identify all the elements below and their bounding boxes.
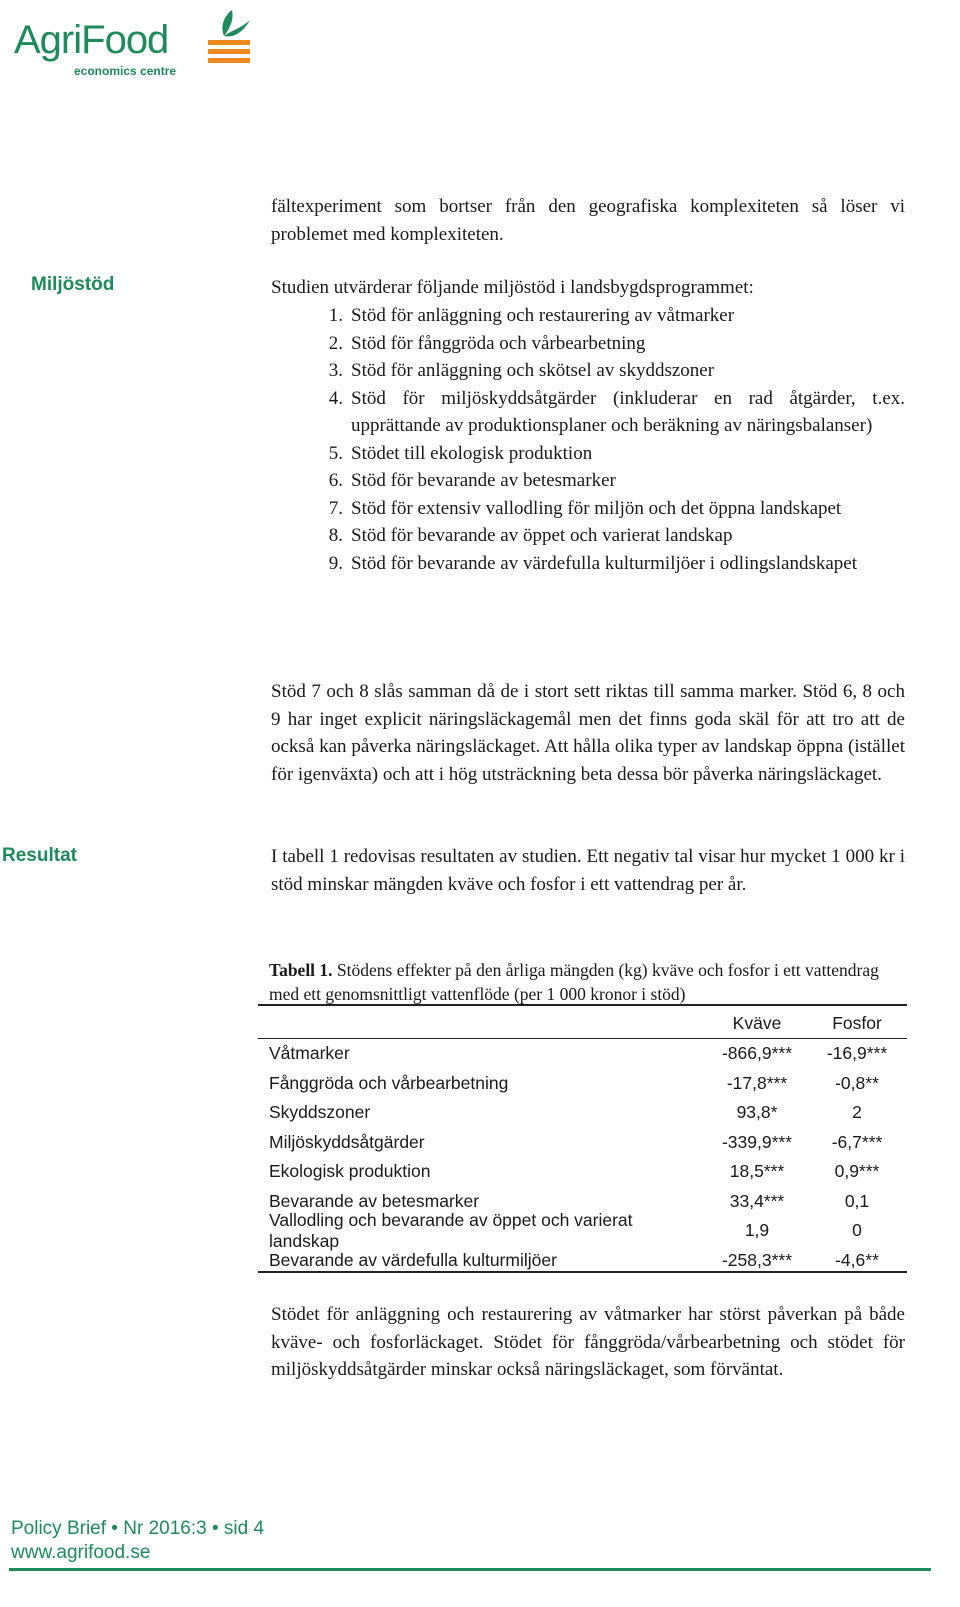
table-bottom-rule	[258, 1271, 907, 1273]
support-list-item	[271, 440, 905, 468]
support-list-item	[271, 495, 905, 523]
row-label: Miljöskyddsåtgärder	[269, 1131, 425, 1152]
kvave-value: -17,8***	[726, 1072, 788, 1093]
table-row	[258, 1209, 907, 1251]
list-item-text: Stöd för fånggröda och vårbearbetning	[351, 332, 646, 354]
list-item-number: 4.	[328, 387, 343, 409]
list-item-text: Stödet till ekologisk produktion	[351, 442, 593, 464]
list-item-number: 3.	[328, 360, 343, 381]
table-row	[258, 1128, 907, 1158]
kvave-value: 33,4***	[729, 1190, 785, 1211]
fosfor-value: -4,6**	[835, 1249, 879, 1270]
row-label: Fånggröda och vårbearbetning	[269, 1072, 509, 1093]
footer-website-link[interactable]: www.agrifood.se	[11, 1542, 151, 1563]
support-list-item	[271, 357, 905, 385]
kvave-value: -866,9***	[721, 1043, 793, 1064]
agrifood-logo	[14, 4, 244, 76]
row-label: Bevarande av betesmarker	[269, 1190, 480, 1211]
results-table	[258, 1008, 907, 1275]
intro-paragraph: fältexperiment som bortser från den geografiska komplexiteten så löser vi problemet med komplexiteten.	[271, 196, 905, 245]
footer-rule	[9, 1568, 931, 1571]
list-item-text: Stöd för bevarande av värdefulla kulturmiljöer i odlingslandskapet	[351, 552, 857, 574]
table-row	[258, 1039, 907, 1069]
fosfor-value: -0,8**	[835, 1072, 879, 1093]
support-list	[271, 302, 905, 577]
fosfor-value: -16,9***	[826, 1043, 888, 1064]
fosfor-value: 0,9***	[834, 1161, 880, 1182]
logo-subtitle: economics centre	[74, 64, 177, 78]
list-item-number: 5.	[328, 442, 343, 464]
list-item-text: Stöd för bevarande av betesmarker	[351, 470, 616, 491]
miljostod-followup: Stöd 7 och 8 slås samman då de i stort sett riktas till samma marker. Stöd 6, 8 och 9 har inget explicit näringsläckagemål men det finns goda skäl för att tro att de också kan påverka näringsläckaget. Att hålla olika typer av landskap öppna (istället för igenväxta) och att i hög utsträckning beta dessa bör påverka näringsläckaget.	[271, 681, 905, 785]
list-item-number: 6.	[328, 470, 343, 491]
conclusion-paragraph: Stödet för anläggning och restaurering av våtmarker har störst påverkan på både kväve- och fosforläckaget. Stödet för fånggröda/vårbearbetning och stödet för miljöskyddsåtgärder minskar också näringsläckaget, som förväntat.	[271, 1304, 905, 1380]
kvave-value: -258,3***	[721, 1249, 793, 1270]
miljostod-lead: Studien utvärderar följande miljöstöd i landsbygdsprogrammet:	[271, 277, 754, 298]
table-row	[258, 1069, 907, 1099]
list-item-number: 7.	[328, 497, 343, 519]
table-body	[258, 1039, 907, 1275]
fosfor-value: -6,7***	[831, 1131, 883, 1152]
resultat-paragraph: I tabell 1 redovisas resultaten av studien. Ett negativ tal visar hur mycket 1 000 kr i stöd minskar mängden kväve och fosfor i ett vattendrag per år.	[271, 846, 905, 895]
row-label: Vallodling och bevarande av öppet och varierat landskap	[269, 1209, 633, 1251]
table-top-rule	[258, 1004, 907, 1006]
list-item-number: 2.	[328, 332, 343, 354]
column-header-fosfor: Fosfor	[832, 1012, 882, 1033]
list-item-text: Stöd för bevarande av öppet och varierat landskap	[351, 525, 733, 546]
support-list-item	[271, 550, 905, 578]
row-label: Våtmarker	[269, 1043, 350, 1064]
table-caption-text: Stödens effekter på den årliga mängden (kg) kväve och fosfor i ett vattendrag med ett genomsnittligt vattenflöde (per 1 000 kronor i stöd)	[269, 960, 879, 1004]
fosfor-value: 0	[852, 1220, 862, 1241]
support-list-item	[271, 330, 905, 358]
list-item-number: 1.	[328, 305, 343, 326]
row-label: Bevarande av värdefulla kulturmiljöer	[269, 1249, 557, 1270]
kvave-value: -339,9***	[721, 1131, 793, 1152]
list-item-text: Stöd för anläggning och restaurering av våtmarker	[351, 305, 735, 326]
column-header-kvave: Kväve	[732, 1012, 782, 1033]
kvave-value: 1,9	[744, 1220, 770, 1241]
row-label: Ekologisk produktion	[269, 1161, 431, 1182]
support-list-item	[271, 467, 905, 495]
row-label: Skyddszoner	[269, 1102, 371, 1123]
section-heading-resultat: Resultat	[2, 845, 77, 866]
kvave-value: 18,5***	[729, 1161, 785, 1182]
table-row	[258, 1157, 907, 1187]
kvave-value: 93,8*	[736, 1102, 778, 1123]
support-list-item	[271, 385, 905, 440]
table-row	[258, 1098, 907, 1128]
table-caption-label: Tabell 1.	[269, 960, 333, 980]
fosfor-value: 0,1	[844, 1190, 870, 1211]
list-item-text: Stöd för miljöskyddsåtgärder (inkluderar en rad åtgärder, t.ex. upprättande av produktionsplaner och beräkning av näringsbalanser)	[351, 387, 905, 436]
wheat-icon	[202, 6, 254, 66]
table-caption	[269, 958, 905, 1006]
fosfor-value: 2	[852, 1102, 862, 1123]
logo-wordmark: AgriFood	[14, 18, 169, 62]
table-header-rule	[258, 1038, 907, 1039]
list-item-text: Stöd för extensiv vallodling för miljön och det öppna landskapet	[351, 497, 842, 519]
support-list-item	[271, 522, 905, 550]
list-item-number: 8.	[328, 525, 343, 546]
list-item-number: 9.	[328, 552, 343, 574]
table-header-row	[258, 1008, 907, 1038]
footer-issue: Policy Brief • Nr 2016:3 • sid 4	[11, 1518, 265, 1539]
section-heading-miljostod: Miljöstöd	[31, 274, 115, 295]
support-list-item	[271, 302, 905, 330]
list-item-text: Stöd för anläggning och skötsel av skyddszoner	[351, 360, 715, 381]
